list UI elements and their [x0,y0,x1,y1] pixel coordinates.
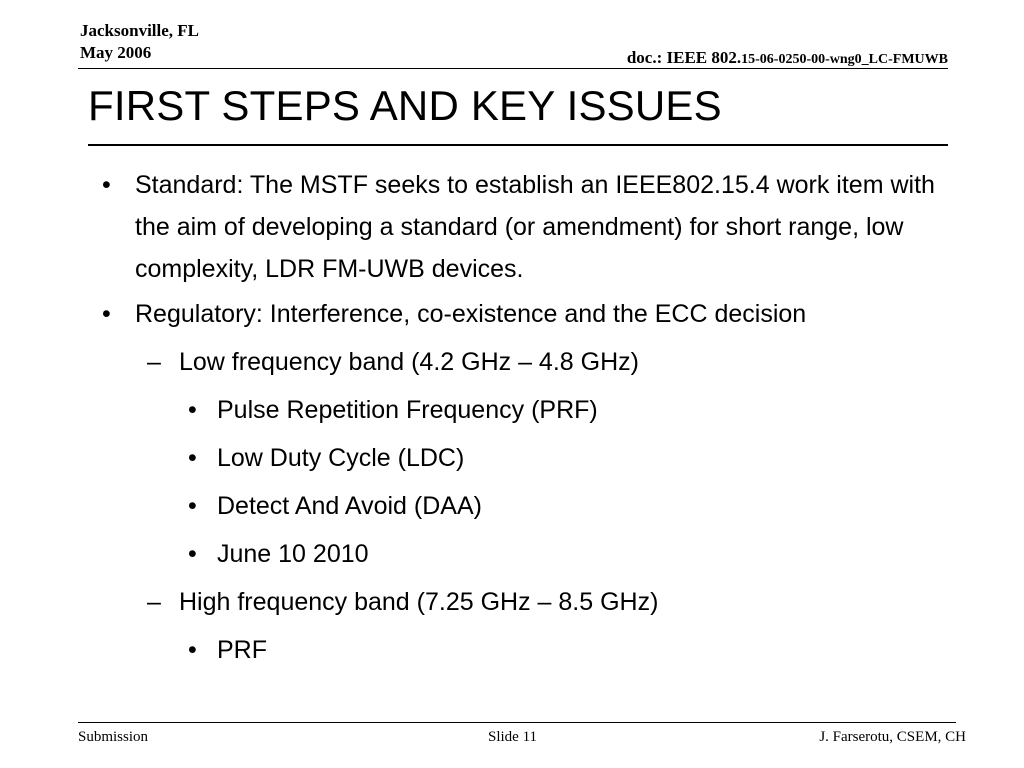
bullet-text: Standard: The MSTF seeks to establish an IEEE802.15.4 work item with the aim of developing a standard (or amendment) for short range, low complexity, LDR FM-UWB devices. [135,171,935,283]
dash-mark: – [147,588,161,616]
subbullet-text: Low frequency band (4.2 GHz – 4.8 GHz) [179,348,639,376]
subsubbullet-text: Detect And Avoid (DAA) [217,492,482,520]
subsubbullet-text: June 10 2010 [217,540,369,568]
footer-divider [78,722,956,723]
subbullet-low-frequency [147,341,947,383]
subsubbullet-prf [188,389,948,431]
subsubbullet-prf-high [188,629,948,671]
bullet-mark: • [188,636,197,664]
bullet-mark: • [188,540,197,568]
bullet-standard [102,164,952,290]
header-location: Jacksonville, FL [80,21,200,40]
subsubbullet-text: Low Duty Cycle (LDC) [217,444,465,472]
bullet-mark: • [188,396,197,424]
slide-title: FIRST STEPS AND KEY ISSUES [88,82,722,129]
header-doc-prefix: doc.: IEEE 802. [626,48,742,67]
title-underline [88,144,948,146]
footer-slide-number: Slide 11 [488,729,538,745]
header-date: May 2006 [80,43,152,62]
header-doc-number: 15-06-0250-00-wng0_LC-FMUWB [741,52,948,67]
subsubbullet-date [188,533,948,575]
header-divider [78,68,948,69]
bullet-text: Regulatory: Interference, co-existence and the ECC decision [135,300,807,328]
header-doc-id [627,48,948,68]
subbullet-high-frequency [147,581,947,623]
dash-mark: – [147,348,161,376]
subsubbullet-ldc [188,437,948,479]
footer-author: J. Farserotu, CSEM, CH [819,729,966,745]
bullet-regulatory [102,293,952,335]
subsubbullet-text: Pulse Repetition Frequency (PRF) [217,396,598,424]
bullet-mark: • [188,444,197,472]
footer-submission: Submission [78,729,149,745]
subsubbullet-daa [188,485,948,527]
bullet-mark: • [102,171,111,199]
subbullet-text: High frequency band (7.25 GHz – 8.5 GHz) [179,588,659,616]
bullet-mark: • [188,492,197,520]
header-left [80,20,199,64]
subsubbullet-text: PRF [217,636,267,664]
bullet-mark: • [102,300,111,328]
